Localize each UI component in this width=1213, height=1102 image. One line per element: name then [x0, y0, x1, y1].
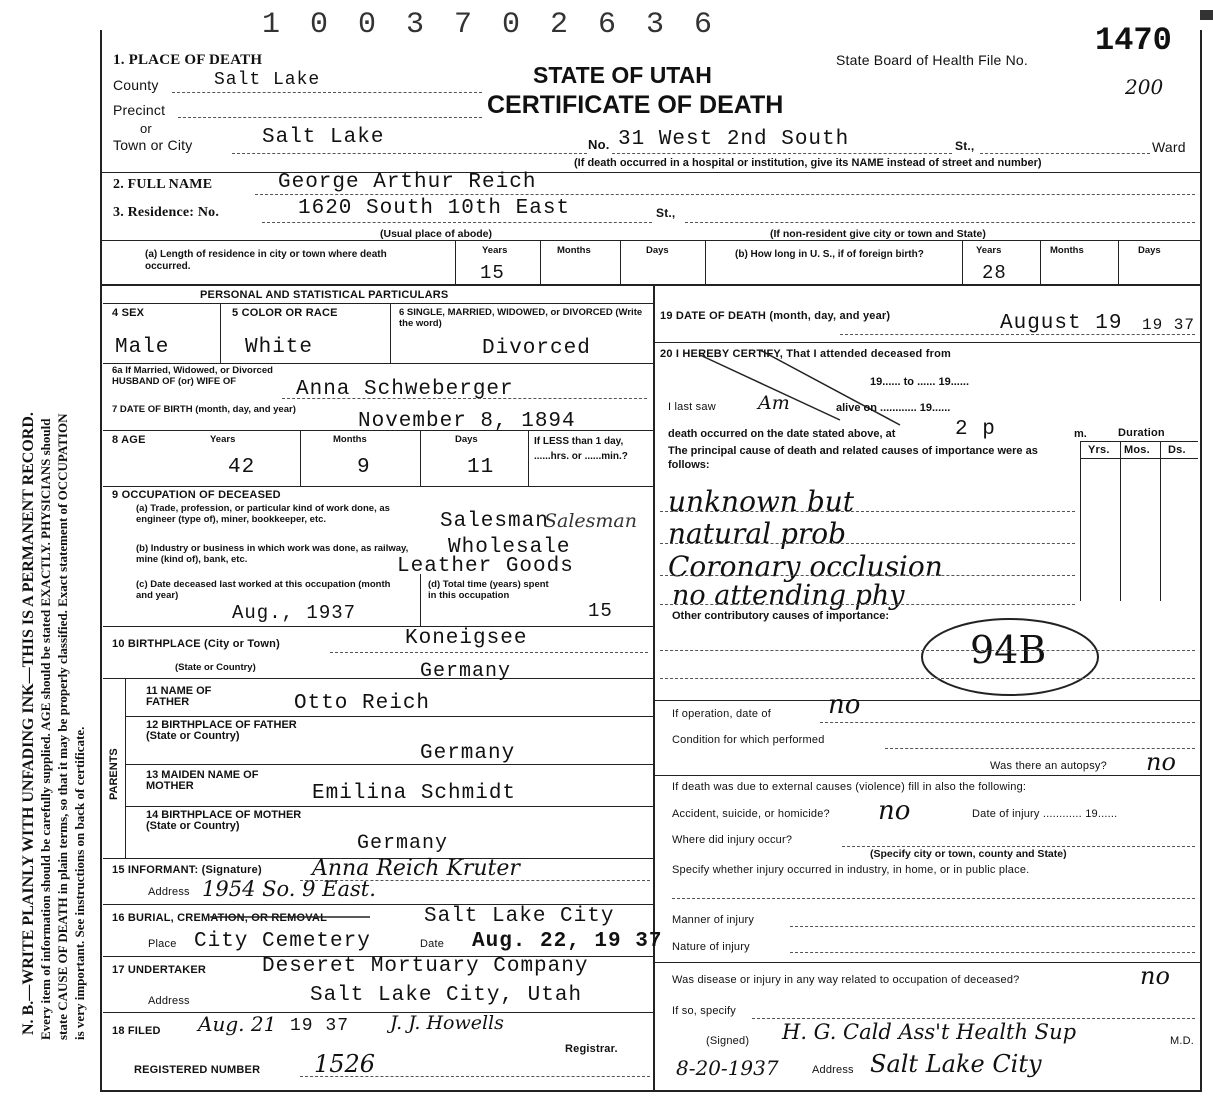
accident-value: no	[878, 796, 911, 826]
residence-st-label: St.,	[656, 206, 676, 220]
condition-label: Condition for which performed	[672, 734, 825, 746]
mother-value: Emilina Schmidt	[312, 782, 517, 805]
duration-label: Duration	[1118, 427, 1165, 439]
color-value: White	[245, 336, 314, 359]
burial-strikeout	[210, 911, 370, 923]
registered-number: 1526	[314, 1050, 376, 1078]
occupation-a-value: Salesman	[440, 510, 549, 533]
cause-line-1: unknown but	[668, 485, 855, 518]
full-name-value: George Arthur Reich	[278, 171, 537, 194]
occupation-label: 9 OCCUPATION OF DECEASED	[112, 489, 281, 501]
marital-label: 6 SINGLE, MARRIED, WIDOWED, or DIVORCED (Write the word)	[399, 307, 643, 329]
autopsy-value: no	[1146, 748, 1176, 776]
full-name-label: 2. FULL NAME	[113, 177, 213, 192]
external-causes-label: If death was due to external causes (violence) fill in also the following:	[672, 781, 1027, 793]
usual-abode-note: (Usual place of abode)	[380, 228, 493, 240]
margin-instruction-1: Every item of information should be carefully supplied. AGE should be stated EXACTLY. PHYSICIANS should	[38, 418, 53, 1040]
years-col-label: Years	[482, 245, 508, 256]
mother-label: 13 MAIDEN NAME OF MOTHER	[146, 769, 259, 792]
spouse-value: Anna Schweberger	[296, 378, 514, 401]
certify-strike-lines	[700, 350, 920, 430]
injury-date-label: Date of injury ............ 19......	[972, 808, 1118, 820]
manner-label: Manner of injury	[672, 914, 755, 926]
birthplace-state-label: (State or Country)	[175, 662, 256, 673]
age-months-label: Months	[333, 434, 367, 445]
certify-label: 20 I HEREBY CERTIFY, That I attended deceased from	[660, 348, 951, 360]
related-occupation-label: Was disease or injury in any way related to occupation of deceased?	[672, 974, 1020, 986]
last-saw-label: I last saw	[668, 401, 716, 413]
physician-address-label: Address	[812, 1064, 854, 1076]
birthplace-country: Germany	[420, 660, 512, 683]
date-of-death-value: August 19	[1000, 312, 1123, 335]
occupation-a-label: (a) Trade, profession, or particular kind of work done, as engineer (type of), miner, bookkeeper, etc.	[136, 503, 390, 525]
father-birthplace-label: 12 BIRTHPLACE OF FATHER (State or Country)	[146, 719, 297, 742]
death-hour: 2 p	[955, 418, 996, 441]
occupation-b-value-2: Leather Goods	[397, 555, 574, 578]
stamp-number: 1 0 0 3 7 0 2 6 3 6	[262, 8, 719, 42]
last-saw-value: Am	[758, 392, 790, 414]
or-label: or	[140, 121, 152, 136]
days-col-label: Days	[646, 245, 669, 256]
duration-ds-label: Ds.	[1168, 444, 1186, 456]
filed-year: 19 37	[290, 1016, 350, 1036]
street-no-label: No.	[588, 137, 610, 152]
burial-place: City Cemetery	[194, 930, 371, 953]
signed-date: 8-20-1937	[676, 1056, 779, 1080]
physician-address: Salt Lake City	[870, 1050, 1042, 1078]
signed-signature: H. G. Cald Ass't Health Sup	[782, 1020, 1077, 1044]
date-of-death-year: 19 37	[1142, 316, 1196, 334]
us-months-col-label: Months	[1050, 245, 1084, 256]
burial-value: Salt Lake City	[424, 905, 615, 928]
hospital-note: (If death occurred in a hospital or institution, give its NAME instead of street and number)	[574, 157, 1042, 169]
months-col-label: Months	[557, 245, 591, 256]
birthplace-city: Koneigsee	[405, 627, 528, 650]
city-label: Town or City	[113, 137, 193, 153]
age-days-value: 11	[467, 456, 495, 479]
registered-number-label: REGISTERED NUMBER	[134, 1064, 261, 1076]
age-years-value: 42	[228, 456, 256, 479]
date-of-death-label: 19 DATE OF DEATH (month, day, and year)	[660, 310, 891, 322]
occupation-b-label: (b) Industry or business in which work was done, as railway, mine (kind of), bank, etc.	[136, 543, 409, 565]
residence-label: 3. Residence: No.	[113, 205, 220, 220]
mother-birthplace-value: Germany	[357, 832, 449, 855]
file-number-label: State Board of Health File No.	[836, 52, 1028, 68]
us-residence-label: (b) How long in U. S., if of foreign birth?	[735, 249, 924, 260]
us-years-value: 28	[982, 262, 1007, 284]
certificate-title: CERTIFICATE OF DEATH	[487, 91, 784, 119]
us-days-col-label: Days	[1138, 245, 1161, 256]
birthplace-label: 10 BIRTHPLACE (City or Town)	[112, 638, 280, 650]
certify-dates: 19...... to ...... 19......	[870, 376, 970, 388]
where-injury-label: Where did injury occur?	[672, 834, 793, 846]
occupation-d-label: (d) Total time (years) spent in this occupation	[428, 579, 549, 601]
alive-on-label: alive on ............ 19......	[836, 402, 951, 414]
occupation-d-value: 15	[588, 600, 613, 622]
cause-label: The principal cause of death and related causes of importance were as follows:	[668, 445, 1038, 471]
nature-label: Nature of injury	[672, 941, 750, 953]
md-label: M.D.	[1170, 1035, 1195, 1047]
burial-date-label: Date	[420, 938, 445, 950]
street-st-label: St.,	[955, 139, 975, 153]
filed-date: Aug. 21	[198, 1012, 277, 1036]
filed-label: 18 FILED	[112, 1025, 161, 1037]
if-so-label: If so, specify	[672, 1005, 736, 1017]
cause-line-2: natural prob	[668, 517, 847, 550]
informant-signature: Anna Reich Kruter	[312, 856, 520, 881]
file-number: 1470	[1095, 22, 1172, 59]
sex-label: 4 SEX	[112, 307, 145, 319]
county-label: County	[113, 77, 159, 93]
duration-mos-label: Mos.	[1124, 444, 1150, 456]
duration-yrs-label: Yrs.	[1088, 444, 1110, 456]
marital-value: Divorced	[482, 337, 591, 360]
margin-instruction-2: state CAUSE OF DEATH in plain terms, so that it may be properly classified. Exact statement of OCCUPATION	[55, 413, 70, 1040]
burial-place-label: Place	[148, 938, 177, 950]
age-years-label: Years	[210, 434, 236, 445]
related-occupation-value: no	[1140, 962, 1170, 990]
burial-date: Aug. 22, 19 37	[472, 930, 663, 953]
informant-label: 15 INFORMANT: (Signature)	[112, 864, 262, 876]
cause-code: 94B	[970, 628, 1047, 672]
occupation-a-handwritten: Salesman	[544, 510, 637, 532]
parents-side-label: PARENTS	[108, 748, 120, 800]
us-years-col-label: Years	[976, 245, 1002, 256]
dob-value: November 8, 1894	[358, 410, 576, 433]
state-title: STATE OF UTAH	[533, 62, 712, 88]
age-days-label: Days	[455, 434, 478, 445]
signed-label: (Signed)	[706, 1035, 750, 1047]
spouse-label: 6a If Married, Widowed, or Divorced HUSBAND OF (or) WIFE OF	[112, 365, 273, 387]
occupation-c-value: Aug., 1937	[232, 602, 357, 624]
less-than-day-label: If LESS than 1 day, ......hrs. or ......min.?	[534, 436, 628, 462]
occupation-b-value-1: Wholesale	[448, 536, 571, 559]
occupation-c-label: (c) Date deceased last worked at this occupation (month and year)	[136, 579, 391, 601]
registrar-label: Registrar.	[565, 1043, 618, 1055]
file-number-sub: 200	[1125, 75, 1164, 99]
precinct-label: Precinct	[113, 102, 166, 118]
margin-instruction-3: is very important. See instructions on back of certificate.	[72, 726, 87, 1040]
registrar-signature: J. J. Howells	[390, 1012, 504, 1034]
autopsy-label: Was there an autopsy?	[990, 760, 1107, 772]
accident-label: Accident, suicide, or homicide?	[672, 808, 830, 820]
dob-label: 7 DATE OF BIRTH (month, day, and year)	[112, 404, 296, 415]
nonresident-note: (If non-resident give city or town and State)	[770, 228, 986, 240]
burial-label: 16 BURIAL, CREMATION, OR REMOVAL	[112, 912, 327, 924]
margin-warning: N. B.—WRITE PLAINLY WITH UNFADING INK—THIS IS A PERMANENT RECORD.	[20, 412, 37, 1035]
personal-header: PERSONAL AND STATISTICAL PARTICULARS	[200, 289, 449, 301]
informant-address-label: Address	[148, 886, 190, 898]
city-value: Salt Lake	[262, 126, 385, 149]
father-value: Otto Reich	[294, 692, 431, 715]
age-months-value: 9	[357, 456, 371, 479]
residence-years: 15	[480, 262, 505, 284]
father-birthplace-value: Germany	[420, 742, 516, 765]
length-residence-label: (a) Length of residence in city or town where death occurred.	[145, 249, 387, 272]
operation-label: If operation, date of	[672, 708, 771, 720]
color-label: 5 COLOR OR RACE	[232, 307, 338, 319]
undertaker-address: Salt Lake City, Utah	[310, 984, 583, 1007]
death-occurred-label: death occurred on the date stated above, at	[668, 428, 896, 440]
undertaker-value: Deseret Mortuary Company	[262, 955, 589, 978]
county-value: Salt Lake	[214, 70, 321, 90]
specify-city-note: (Specify city or town, county and State)	[870, 848, 1067, 860]
ward-label: Ward	[1152, 139, 1186, 155]
father-label: 11 NAME OF FATHER	[146, 685, 212, 708]
hour-m-label: m.	[1074, 428, 1087, 440]
contributory-label: Other contributory causes of importance:	[672, 610, 889, 622]
residence-value: 1620 South 10th East	[298, 197, 571, 220]
cause-line-4: no attending phy	[672, 580, 905, 611]
sex-value: Male	[115, 336, 170, 359]
cause-line-3: Coronary occlusion	[668, 550, 943, 583]
undertaker-label: 17 UNDERTAKER	[112, 964, 207, 976]
informant-address: 1954 So. 9 East.	[202, 877, 376, 901]
industry-label: Specify whether injury occurred in industry, in home, or in public place.	[672, 864, 1030, 876]
age-label: 8 AGE	[112, 434, 146, 446]
operation-value: no	[828, 690, 861, 720]
place-of-death-label: 1. PLACE OF DEATH	[113, 52, 263, 68]
undertaker-address-label: Address	[148, 995, 190, 1007]
mother-birthplace-label: 14 BIRTHPLACE OF MOTHER (State or Country)	[146, 809, 302, 832]
street-value: 31 West 2nd South	[618, 128, 850, 151]
